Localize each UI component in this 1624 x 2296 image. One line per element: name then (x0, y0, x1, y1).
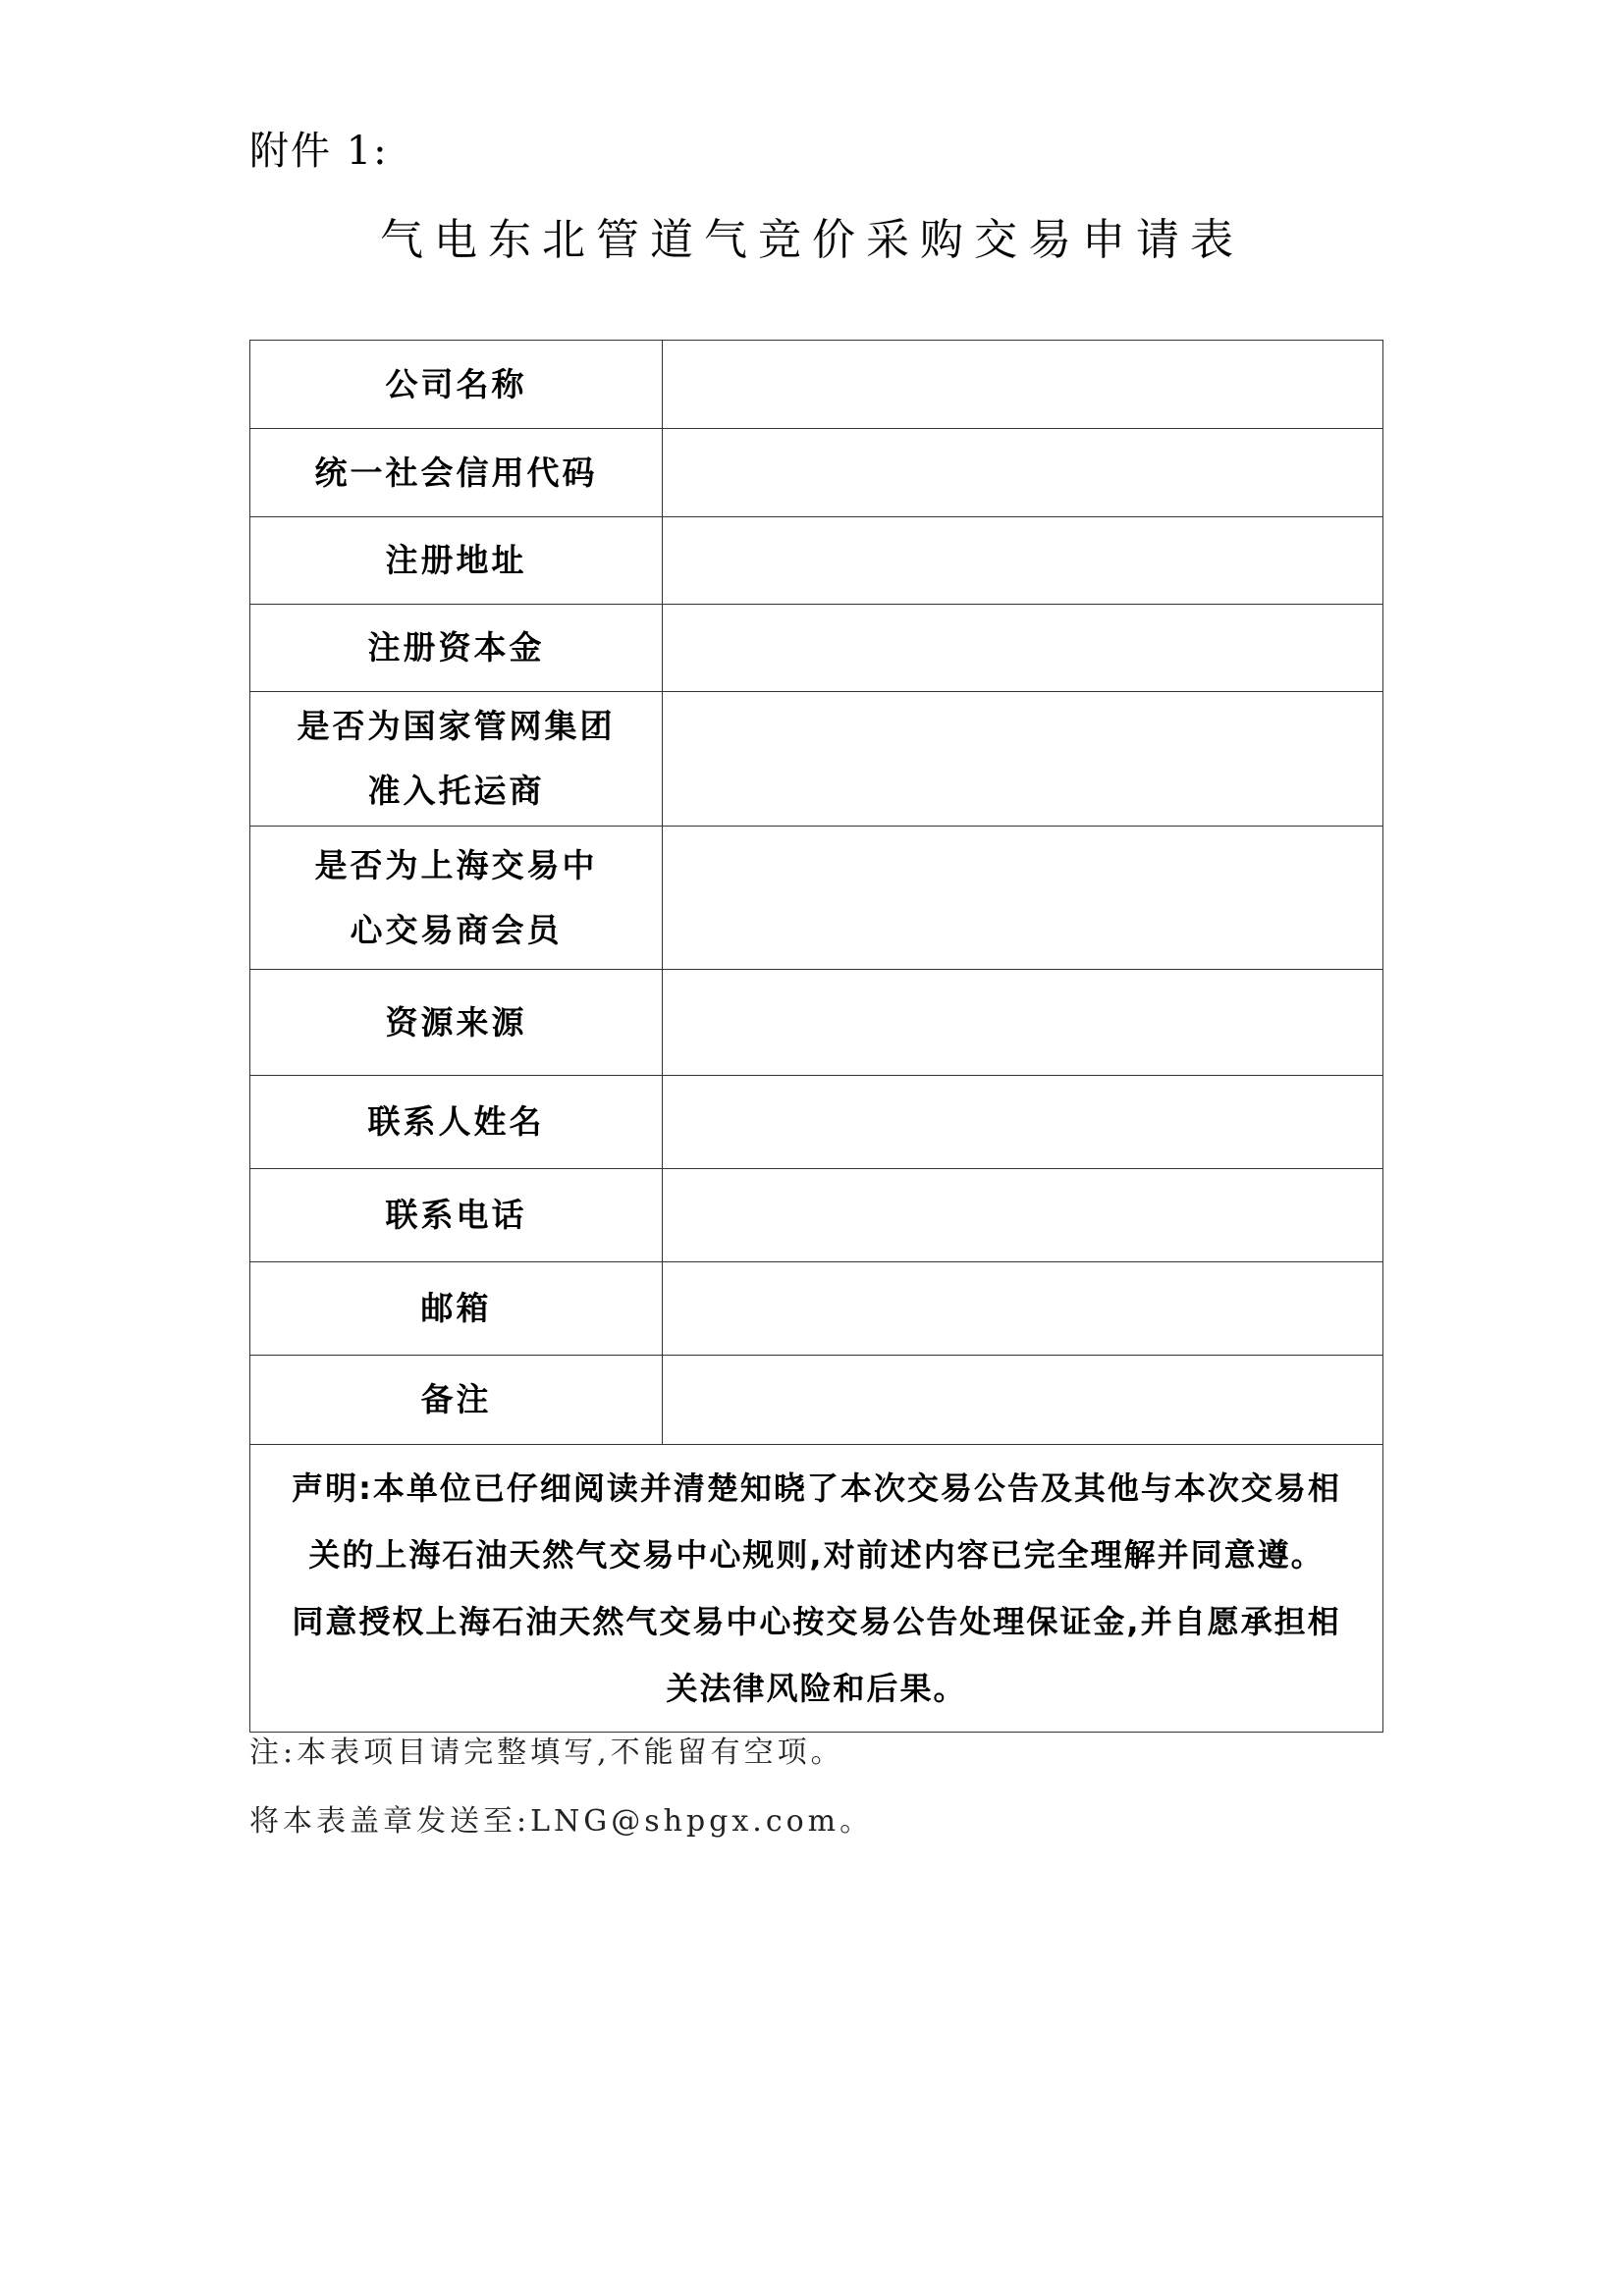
company-name-field[interactable] (663, 341, 1383, 429)
form-row-contact-name (250, 1076, 1383, 1169)
submission-email-note: 将本表盖章发送至:LNG@shpgx.com。 (249, 1804, 874, 1839)
email-label: 邮箱 (250, 1262, 663, 1356)
form-row-registered-capital (250, 605, 1383, 692)
form-row-remarks (250, 1356, 1383, 1445)
remarks-field[interactable] (663, 1356, 1383, 1445)
contact-phone-label: 联系电话 (250, 1169, 663, 1262)
application-form-table (249, 340, 1383, 1733)
statement-line: 关的上海石油天然气交易中心规则,对前述内容已完全理解并同意遵。 (308, 1536, 1325, 1574)
email-field[interactable] (663, 1262, 1383, 1356)
registered-capital-label: 注册资本金 (250, 605, 663, 692)
contact-name-label: 联系人姓名 (250, 1076, 663, 1169)
page-title: 气电东北管道气竞价采购交易申请表 (380, 215, 1244, 265)
registered-address-field[interactable] (663, 517, 1383, 605)
statement-line: 同意授权上海石油天然气交易中心按交易公告处理保证金,并自愿承担相 (292, 1603, 1341, 1640)
form-row-company-name (250, 341, 1383, 429)
resource-source-field[interactable] (663, 970, 1383, 1076)
form-row-contact-phone (250, 1169, 1383, 1262)
company-name-label: 公司名称 (250, 341, 663, 429)
form-row-credit-code (250, 429, 1383, 517)
credit-code-label: 统一社会信用代码 (250, 429, 663, 517)
form-row-email (250, 1262, 1383, 1356)
pipeline-shipper-field[interactable] (663, 692, 1383, 827)
form-row-exchange-member (250, 827, 1383, 970)
statement-line: 关法律风险和后果。 (666, 1670, 967, 1707)
form-row-registered-address (250, 517, 1383, 605)
contact-name-field[interactable] (663, 1076, 1383, 1169)
statement-line: 声明:本单位已仔细阅读并清楚知晓了本次交易公告及其他与本次交易相 (292, 1469, 1341, 1507)
exchange-member-field[interactable] (663, 827, 1383, 970)
form-row-resource-source (250, 970, 1383, 1076)
remarks-label: 备注 (250, 1356, 663, 1445)
fill-instruction-note: 注:本表项目请完整填写,不能留有空项。 (249, 1735, 844, 1770)
form-row-pipeline-shipper (250, 692, 1383, 827)
credit-code-field[interactable] (663, 429, 1383, 517)
form-row-statement (250, 1445, 1383, 1733)
attachment-label: 附件 1: (249, 129, 389, 174)
exchange-member-label: 是否为上海交易中 心交易商会员 (250, 827, 663, 970)
registered-capital-field[interactable] (663, 605, 1383, 692)
resource-source-label: 资源来源 (250, 970, 663, 1076)
registered-address-label: 注册地址 (250, 517, 663, 605)
contact-phone-field[interactable] (663, 1169, 1383, 1262)
pipeline-shipper-label: 是否为国家管网集团 准入托运商 (250, 692, 663, 827)
declaration-statement (250, 1445, 1383, 1733)
